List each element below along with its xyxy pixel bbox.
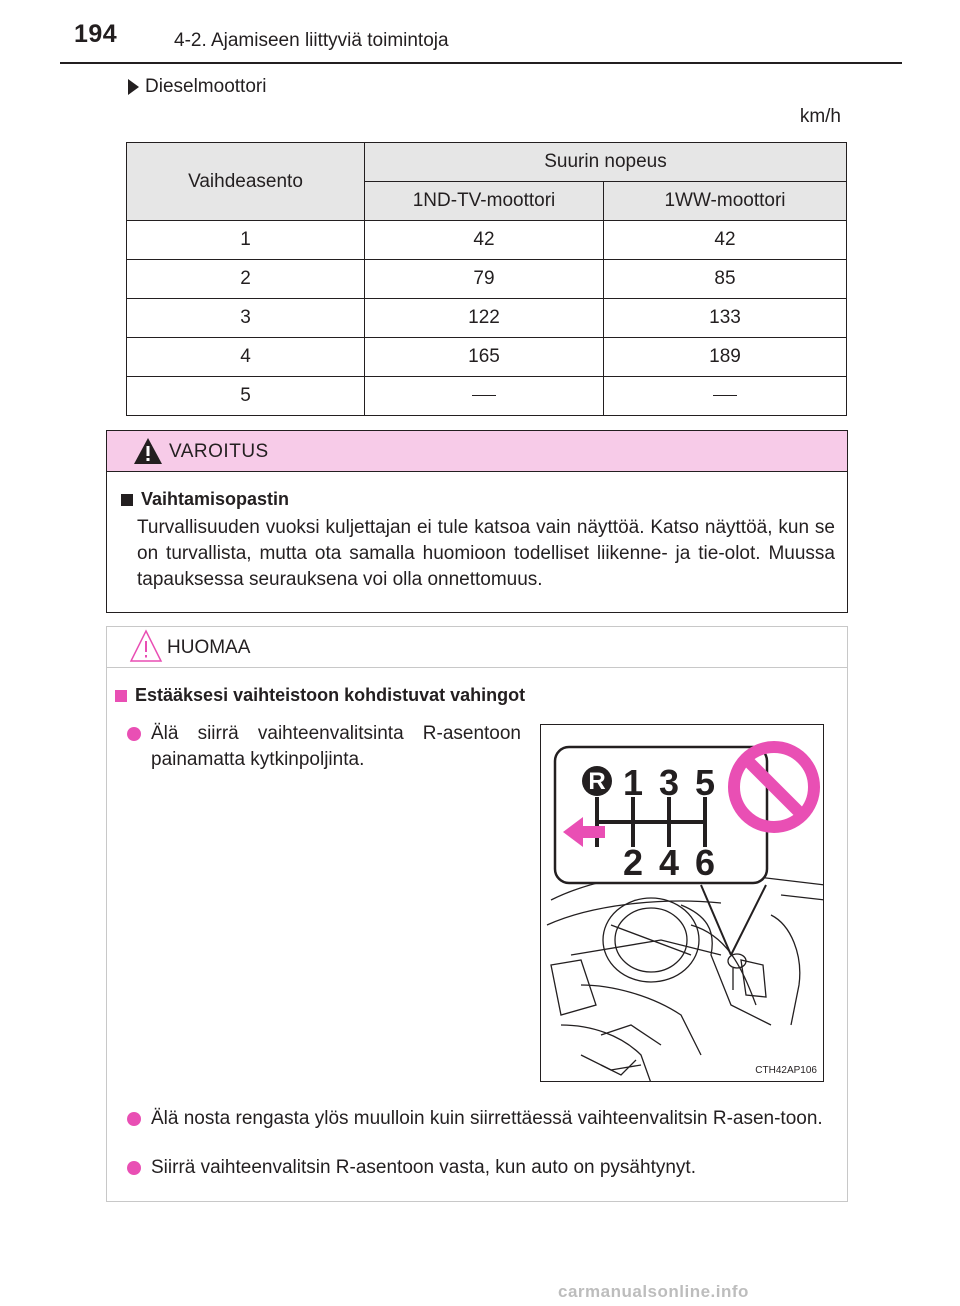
list-item-text: Siirrä vaihteenvalitsin R-asentoon vasta, kun auto on pysähtynyt.: [151, 1157, 696, 1178]
square-bullet-icon: [121, 494, 133, 506]
shift-illustration-drawing: [541, 725, 824, 1082]
cell-engine-b: [604, 377, 847, 416]
warning-label: VAROITUS: [169, 441, 269, 462]
notice-label: HUOMAA: [167, 637, 251, 658]
cell-engine-a: 165: [365, 338, 604, 377]
table-header-row: [127, 143, 847, 182]
caution-triangle-icon: [129, 629, 163, 668]
figure-code: CTH42AP106: [755, 1065, 817, 1076]
notice-header: [107, 627, 847, 668]
cell-engine-b: 42: [604, 221, 847, 260]
table-row: [127, 260, 847, 299]
gear-label-2: 2: [622, 842, 644, 883]
cell-gear: 1: [127, 221, 365, 260]
warning-header: [107, 431, 847, 472]
cell-engine-a: [365, 377, 604, 416]
table-row: [127, 221, 847, 260]
warning-title: [121, 489, 289, 510]
cell-engine-b: 85: [604, 260, 847, 299]
header-max-speed: Suurin nopeus: [365, 143, 847, 182]
dash-icon: [713, 395, 737, 396]
cell-engine-b: 189: [604, 338, 847, 377]
triangle-right-icon: [128, 79, 139, 95]
cell-gear: 4: [127, 338, 365, 377]
gear-label-1: 1: [622, 762, 644, 803]
list-item-text: Älä siirrä vaihteenvalitsinta R-asentoon painamatta kytkinpoljinta.: [151, 723, 521, 770]
bullet-dot-icon: [127, 1161, 141, 1175]
notice-title: [115, 685, 525, 706]
subheading-text: Dieselmoottori: [145, 76, 267, 97]
table-row: [127, 377, 847, 416]
cell-engine-a: 79: [365, 260, 604, 299]
cell-gear: 3: [127, 299, 365, 338]
gear-label-5: 5: [694, 762, 716, 803]
watermark: carmanualsonline.info: [558, 1282, 749, 1301]
gear-label-6: 6: [694, 842, 716, 883]
header-gear: Vaihdeasento: [127, 143, 365, 221]
warning-text: Turvallisuuden vuoksi kuljettajan ei tule katsoa vain näyttöä. Katso näyttöä, kun se on turvallista, mutta ota samalla huomioon todelliset liikenne- ja tie-olot. Muussa tapauksessa seurauksena voi olla onnettomuus.: [137, 517, 835, 590]
unit-label: km/h: [799, 106, 841, 127]
dash-icon: [472, 395, 496, 396]
header-engine-b: 1WW-moottori: [604, 182, 847, 221]
section-title: 4-2. Ajamiseen liittyviä toimintoja: [174, 30, 449, 51]
gear-label-reverse: R: [588, 768, 606, 795]
gear-label-4: 4: [658, 842, 680, 883]
cell-engine-a: 42: [365, 221, 604, 260]
warning-triangle-icon: [133, 437, 163, 470]
cell-gear: 5: [127, 377, 365, 416]
table-row: [127, 338, 847, 377]
list-item: [127, 1155, 839, 1181]
subheading: [128, 76, 266, 98]
list-item: [127, 721, 521, 773]
page-number: 194: [74, 20, 118, 48]
warning-title-text: Vaihtamisopastin: [141, 489, 290, 509]
header-divider: [60, 62, 902, 64]
cell-gear: 2: [127, 260, 365, 299]
notice-title-text: Estääksesi vaihteistoon kohdistuvat vahingot: [135, 685, 526, 705]
gear-label-3: 3: [658, 762, 680, 803]
list-item: [127, 1106, 839, 1132]
shift-pattern-illustration: [540, 724, 824, 1082]
cell-engine-b: 133: [604, 299, 847, 338]
list-item-text: Älä nosta rengasta ylös muulloin kuin siirrettäessä vaihteenvalitsin R-asen-toon.: [151, 1108, 823, 1129]
square-bullet-icon: [115, 690, 127, 702]
cell-engine-a: 122: [365, 299, 604, 338]
bullet-dot-icon: [127, 1112, 141, 1126]
bullet-dot-icon: [127, 727, 141, 741]
warning-box: [106, 430, 848, 613]
table-row: [127, 299, 847, 338]
speed-table: [126, 142, 847, 416]
header-engine-a: 1ND-TV-moottori: [365, 182, 604, 221]
